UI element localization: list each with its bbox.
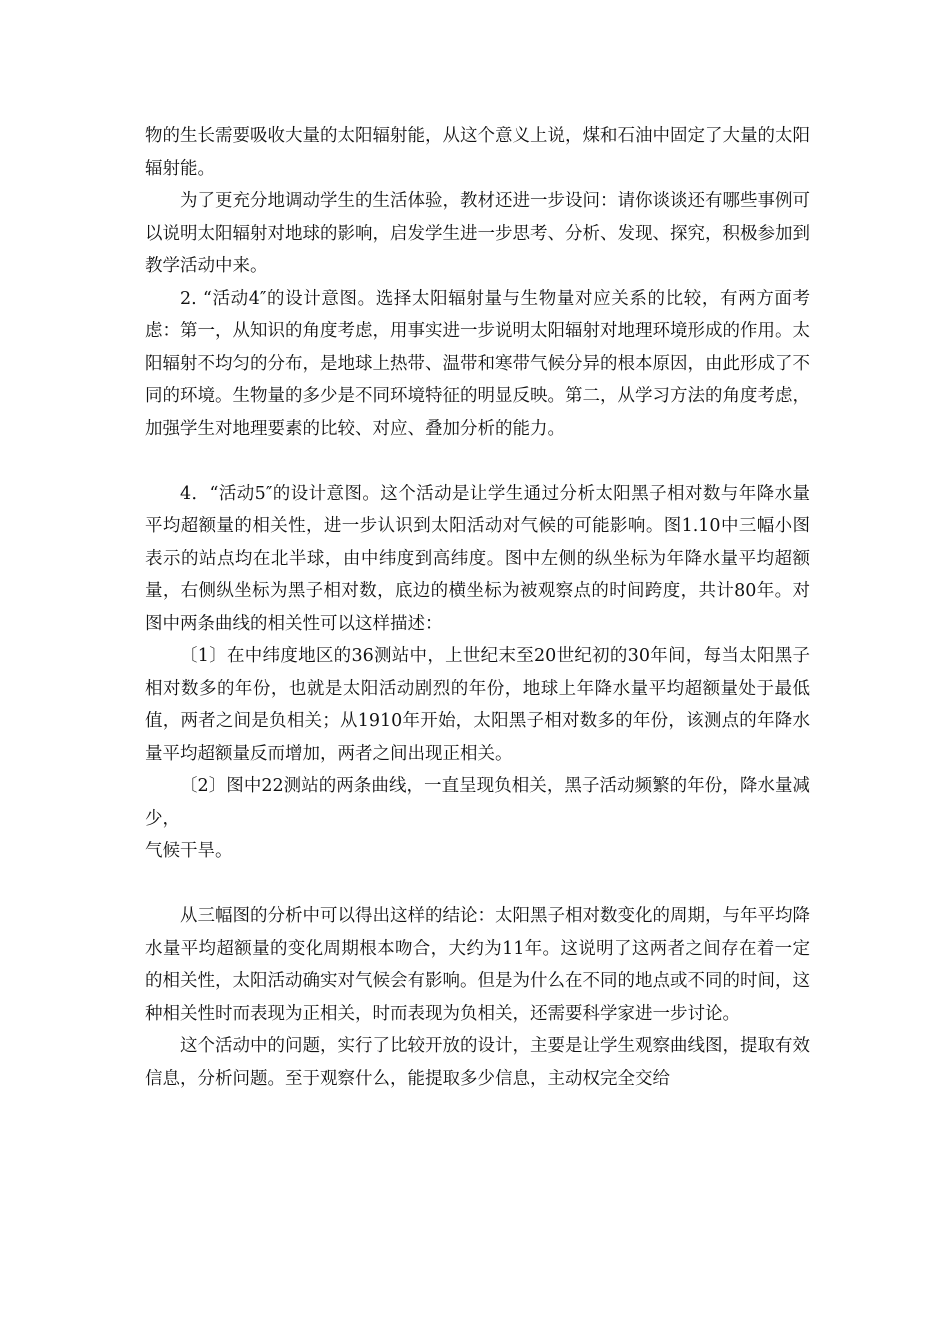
paragraph-continuation: 物的生长需要吸收大量的太阳辐射能，从这个意义上说，煤和石油中固定了大量的太阳辐射能。: [145, 126, 810, 179]
paragraph-conclusion: 从三幅图的分析中可以得出这样的结论：太阳黑子相对数变化的周期，与年平均降水量平均超额量的变化周期根本吻合，大约为11年。这说明了这两者之间存在着一定的相关性，太阳活动确实对气候会有影响。但是为什么在不同的地点或不同的时间，这种相关性时而表现为正相关，时而表现为负相关，还需要科学家进一步讨论。: [145, 906, 810, 1024]
paragraph-life-experience: 为了更充分地调动学生的生活体验，教材还进一步设问：请你谈谈还有哪些事例可以说明太阳辐射对地球的影响，启发学生进一步思考、分析、发现、探究，积极参加到教学活动中来。: [145, 191, 810, 276]
paragraph-open-design: 这个活动中的问题，实行了比较开放的设计，主要是让学生观察曲线图，提取有效信息，分析问题。至于观察什么，能提取多少信息，主动权完全交给: [145, 1036, 810, 1089]
paragraph-point-2-tail: 气候干旱。: [145, 841, 233, 861]
paragraph-activity-4: 2. “活动4″的设计意图。选择太阳辐射量与生物量对应关系的比较，有两方面考虑：第一，从知识的角度考虑，用事实进一步说明太阳辐射对地理环境形成的作用。太阳辐射不均匀的分布，是地球上热带、温带和寒带气候分异的根本原因，由此形成了不同的环境。生物量的多少是不同环境特征的明显反映。第二，从学习方法的角度考虑，加强学生对地理要素的比较、对应、叠加分析的能力。: [145, 288, 810, 439]
paragraph-activity-5: 4．“活动5″的设计意图。这个活动是让学生通过分析太阳黑子相对数与年降水量平均超额量的相关性，进一步认识到太阳活动对气候的可能影响。图1.10中三幅小图表示的站点均在北半球，由中纬度到高纬度。图中左侧的纵坐标为年降水量平均超额量，右侧纵坐标为黑子相对数，底边的横坐标为被观察点的时间跨度，共计80年。对图中两条曲线的相关性可以这样描述：: [145, 483, 810, 634]
paragraph-gap: [145, 868, 810, 901]
document-page: [145, 120, 810, 1095]
paragraph-point-2: 〔2〕图中22测站的两条曲线，一直呈现负相关，黑子活动频繁的年份，降水量减少，: [145, 776, 810, 829]
paragraph-point-1: 〔1〕在中纬度地区的36测站中，上世纪末至20世纪初的30年间，每当太阳黑子相对数多的年份，也就是太阳活动剧烈的年份，地球上年降水量平均超额量处于最低值，两者之间是负相关；从1910年开始，太阳黑子相对数多的年份，该测点的年降水量平均超额量反而增加，两者之间出现正相关。: [145, 646, 810, 764]
paragraph-gap: [145, 445, 810, 478]
